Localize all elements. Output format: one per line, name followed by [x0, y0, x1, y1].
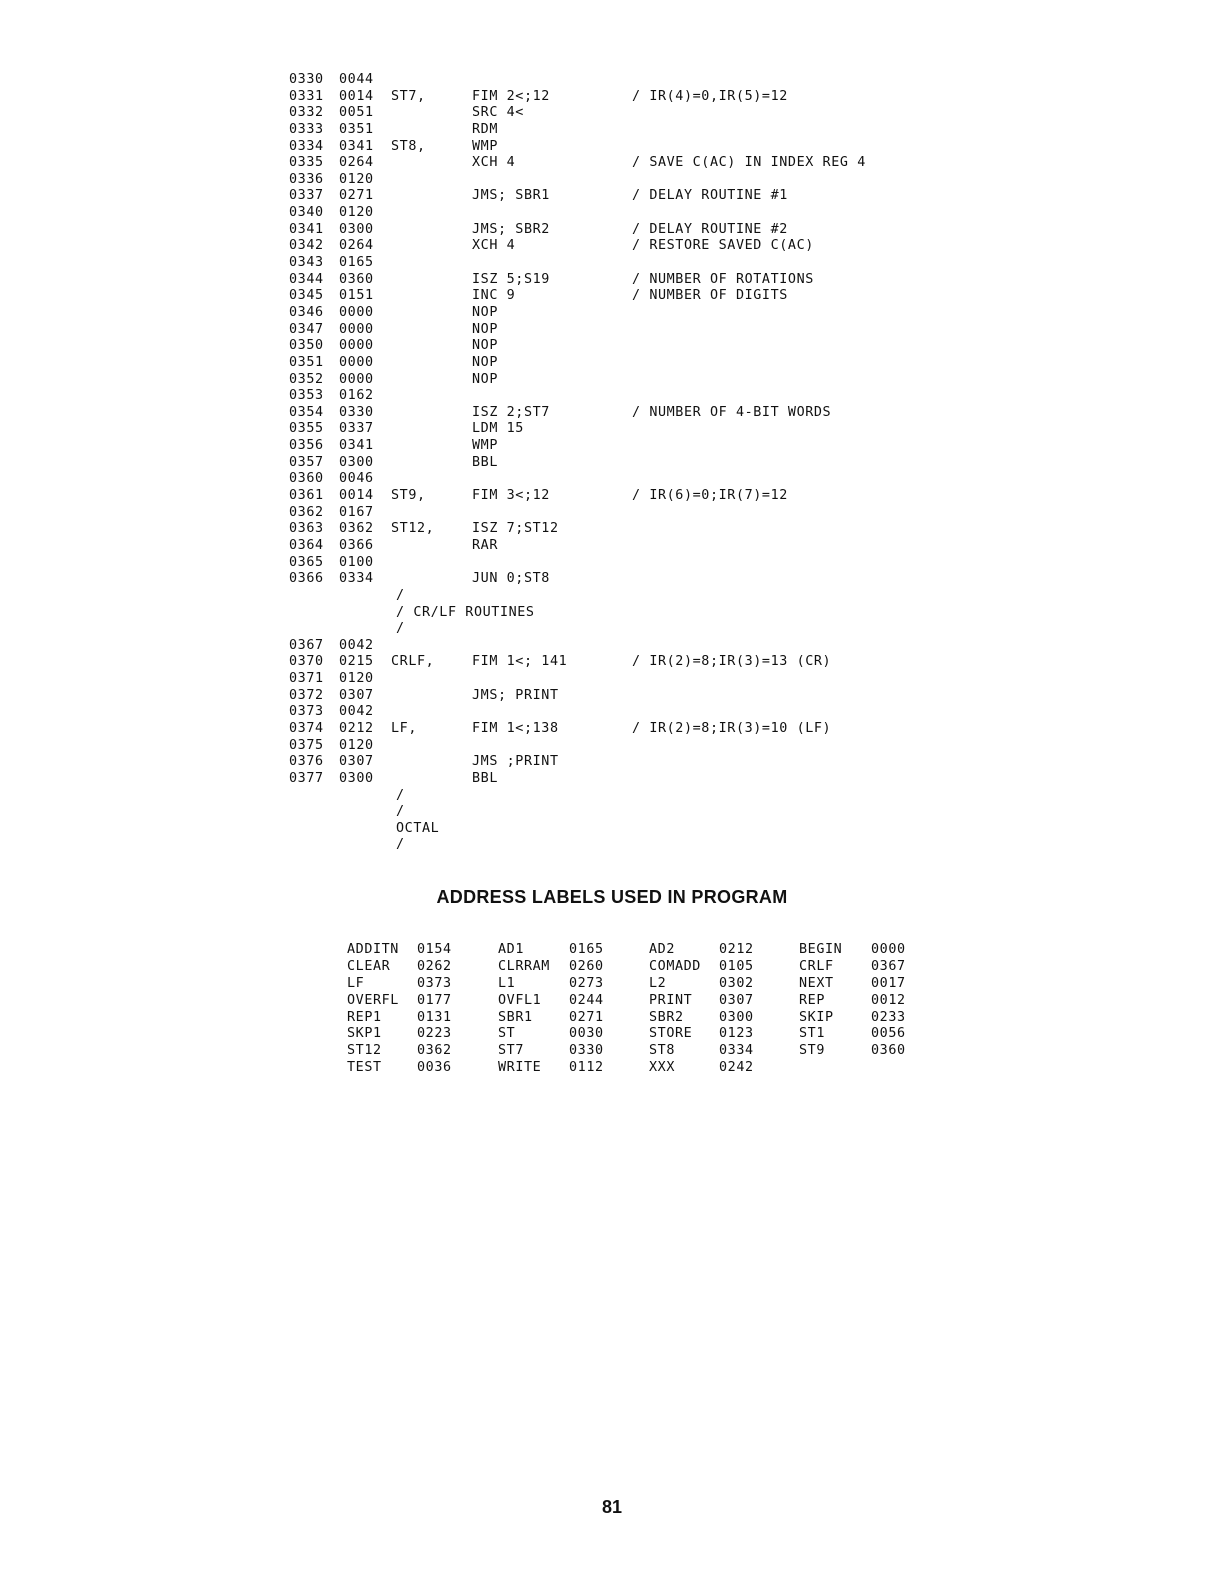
listing-line — [289, 372, 969, 389]
line-instruction: JMS ;PRINT — [472, 754, 559, 770]
line-code: 0042 — [339, 704, 374, 720]
line-code: 0300 — [339, 770, 374, 786]
line-code: 0341 — [339, 438, 374, 454]
label-address: 0373 — [417, 975, 452, 991]
label-address: 0165 — [569, 942, 604, 957]
address-labels-row — [347, 1043, 947, 1060]
line-code: 0362 — [339, 521, 374, 537]
line-instruction: INC 9 — [472, 288, 516, 304]
label-name: CRLF — [799, 958, 834, 974]
line-instruction: JUN 0;ST8 — [472, 571, 550, 587]
line-address: 0367 — [289, 637, 324, 653]
label-address: 0302 — [719, 975, 754, 991]
line-address: 0345 — [289, 288, 324, 304]
listing-line — [289, 438, 969, 455]
line-address: 0360 — [289, 471, 324, 487]
label-name: AD1 — [498, 942, 524, 957]
line-comment: / IR(4)=0,IR(5)=12 — [632, 88, 788, 104]
line-address: 0346 — [289, 304, 324, 320]
line-code: 0120 — [339, 737, 374, 753]
listing-line — [289, 255, 969, 272]
line-code: 0000 — [339, 354, 374, 370]
line-instruction: XCH 4 — [472, 238, 516, 254]
label-name: NEXT — [799, 975, 834, 991]
line-instruction: LDM 15 — [472, 421, 524, 437]
line-address: 0355 — [289, 421, 324, 437]
line-instruction: NOP — [472, 371, 498, 387]
line-comment: / NUMBER OF 4-BIT WORDS — [632, 404, 832, 420]
line-code: 0307 — [339, 754, 374, 770]
line-instruction: FIM 1<;138 — [472, 720, 559, 736]
label-address: 0260 — [569, 958, 604, 974]
line-instruction: JMS; PRINT — [472, 687, 559, 703]
line-code: 0000 — [339, 321, 374, 337]
listing-note: / — [396, 787, 405, 803]
listing-line — [289, 488, 969, 505]
line-address: 0353 — [289, 388, 324, 404]
line-instruction: NOP — [472, 338, 498, 354]
listing-line — [289, 105, 969, 122]
label-name: LF — [347, 975, 365, 991]
address-labels-heading: ADDRESS LABELS USED IN PROGRAM — [436, 887, 788, 907]
listing-line — [289, 638, 969, 655]
line-address: 0334 — [289, 138, 324, 154]
line-address: 0371 — [289, 671, 324, 687]
line-address: 0362 — [289, 504, 324, 520]
line-address: 0375 — [289, 737, 324, 753]
line-address: 0363 — [289, 521, 324, 537]
listing-line — [289, 288, 969, 305]
line-address: 0352 — [289, 371, 324, 387]
line-code: 0307 — [339, 687, 374, 703]
line-code: 0271 — [339, 188, 374, 204]
listing-line — [289, 521, 969, 538]
listing-line — [289, 388, 969, 405]
line-address: 0341 — [289, 221, 324, 237]
line-address: 0351 — [289, 354, 324, 370]
listing-note-line — [289, 605, 969, 622]
line-address: 0337 — [289, 188, 324, 204]
line-code: 0120 — [339, 671, 374, 687]
line-comment: / IR(6)=0;IR(7)=12 — [632, 488, 788, 504]
label-address: 0330 — [569, 1043, 604, 1059]
line-instruction: NOP — [472, 304, 498, 320]
label-name: TEST — [347, 1060, 382, 1076]
listing-line — [289, 721, 969, 738]
label-address: 0000 — [871, 942, 906, 957]
listing-line — [289, 704, 969, 721]
listing-line — [289, 471, 969, 488]
line-code: 0264 — [339, 155, 374, 171]
label-address: 0300 — [719, 1009, 754, 1025]
line-instruction: ISZ 5;S19 — [472, 271, 550, 287]
listing-line — [289, 754, 969, 771]
line-code: 0366 — [339, 537, 374, 553]
label-address: 0105 — [719, 958, 754, 974]
line-code: 0120 — [339, 205, 374, 221]
line-instruction: NOP — [472, 354, 498, 370]
line-instruction: FIM 2<;12 — [472, 88, 550, 104]
listing-note-line — [289, 588, 969, 605]
line-code: 0000 — [339, 304, 374, 320]
label-name: PRINT — [649, 992, 693, 1008]
program-listing — [289, 72, 969, 854]
listing-line — [289, 205, 969, 222]
page-number: 81 — [601, 1497, 623, 1517]
listing-note: / — [396, 804, 405, 820]
line-comment: / RESTORE SAVED C(AC) — [632, 238, 814, 254]
line-comment: / IR(2)=8;IR(3)=10 (LF) — [632, 720, 832, 736]
line-address: 0354 — [289, 404, 324, 420]
line-instruction: XCH 4 — [472, 155, 516, 171]
listing-line — [289, 355, 969, 372]
listing-line — [289, 72, 969, 89]
label-address: 0030 — [569, 1026, 604, 1042]
line-code: 0330 — [339, 404, 374, 420]
label-name: L1 — [498, 975, 516, 991]
line-code: 0046 — [339, 471, 374, 487]
label-name: REP1 — [347, 1009, 382, 1025]
line-address: 0361 — [289, 488, 324, 504]
listing-note: / — [396, 837, 405, 853]
label-name: SBR2 — [649, 1009, 684, 1025]
line-instruction: BBL — [472, 454, 498, 470]
label-address: 0154 — [417, 942, 452, 957]
line-code: 0014 — [339, 88, 374, 104]
label-name: ADDITN — [347, 942, 399, 957]
listing-line — [289, 405, 969, 422]
listing-line — [289, 89, 969, 106]
address-labels-row — [347, 1010, 947, 1027]
listing-line — [289, 654, 969, 671]
line-code: 0014 — [339, 488, 374, 504]
listing-line — [289, 272, 969, 289]
listing-line — [289, 322, 969, 339]
line-code: 0300 — [339, 454, 374, 470]
line-address: 0365 — [289, 554, 324, 570]
line-address: 0356 — [289, 438, 324, 454]
label-address: 0367 — [871, 958, 906, 974]
listing-line — [289, 305, 969, 322]
label-address: 0131 — [417, 1009, 452, 1025]
label-name: CLEAR — [347, 958, 391, 974]
listing-line — [289, 188, 969, 205]
label-name: OVFL1 — [498, 992, 542, 1008]
label-name: STORE — [649, 1026, 693, 1042]
line-comment: / IR(2)=8;IR(3)=13 (CR) — [632, 654, 832, 670]
line-label: ST12, — [391, 521, 435, 537]
line-address: 0366 — [289, 571, 324, 587]
line-code: 0044 — [339, 72, 374, 87]
line-code: 0120 — [339, 171, 374, 187]
line-address: 0344 — [289, 271, 324, 287]
line-comment: / NUMBER OF DIGITS — [632, 288, 788, 304]
line-address: 0376 — [289, 754, 324, 770]
address-labels-row — [347, 976, 947, 993]
line-comment: / DELAY ROUTINE #2 — [632, 221, 788, 237]
listing-line — [289, 571, 969, 588]
line-code: 0167 — [339, 504, 374, 520]
label-name: CLRRAM — [498, 958, 550, 974]
line-instruction: ISZ 7;ST12 — [472, 521, 559, 537]
listing-note: / — [396, 587, 405, 603]
line-instruction: JMS; SBR2 — [472, 221, 550, 237]
listing-note-line — [289, 788, 969, 805]
label-address: 0017 — [871, 975, 906, 991]
label-address: 0036 — [417, 1060, 452, 1076]
line-address: 0370 — [289, 654, 324, 670]
line-code: 0000 — [339, 371, 374, 387]
listing-note: OCTAL — [396, 820, 440, 836]
listing-line — [289, 222, 969, 239]
listing-line — [289, 238, 969, 255]
address-labels-row — [347, 1060, 947, 1077]
line-code: 0100 — [339, 554, 374, 570]
line-address: 0373 — [289, 704, 324, 720]
line-code: 0360 — [339, 271, 374, 287]
line-label: CRLF, — [391, 654, 435, 670]
address-labels-row — [347, 959, 947, 976]
label-address: 0177 — [417, 992, 452, 1008]
line-instruction: JMS; SBR1 — [472, 188, 550, 204]
line-code: 0264 — [339, 238, 374, 254]
listing-line — [289, 738, 969, 755]
label-name: WRITE — [498, 1060, 542, 1076]
line-address: 0340 — [289, 205, 324, 221]
label-address: 0233 — [871, 1009, 906, 1025]
listing-line — [289, 155, 969, 172]
label-name: ST8 — [649, 1043, 675, 1059]
label-name: ST — [498, 1026, 516, 1042]
listing-line — [289, 421, 969, 438]
line-address: 0331 — [289, 88, 324, 104]
label-name: ST1 — [799, 1026, 825, 1042]
listing-note-line — [289, 621, 969, 638]
line-code: 0212 — [339, 720, 374, 736]
line-instruction: BBL — [472, 770, 498, 786]
label-address: 0056 — [871, 1026, 906, 1042]
line-instruction: WMP — [472, 438, 498, 454]
line-instruction: WMP — [472, 138, 498, 154]
line-label: ST8, — [391, 138, 426, 154]
line-address: 0357 — [289, 454, 324, 470]
line-address: 0374 — [289, 720, 324, 736]
listing-line — [289, 505, 969, 522]
line-code: 0051 — [339, 105, 374, 121]
line-address: 0364 — [289, 537, 324, 553]
label-name: L2 — [649, 975, 667, 991]
label-address: 0123 — [719, 1026, 754, 1042]
label-address: 0307 — [719, 992, 754, 1008]
line-label: LF, — [391, 720, 417, 736]
address-labels-row — [347, 993, 947, 1010]
address-labels-row — [347, 942, 947, 959]
label-address: 0334 — [719, 1043, 754, 1059]
line-address: 0332 — [289, 105, 324, 121]
label-address: 0273 — [569, 975, 604, 991]
listing-line — [289, 338, 969, 355]
line-instruction: RDM — [472, 121, 498, 137]
line-address: 0347 — [289, 321, 324, 337]
line-code: 0000 — [339, 338, 374, 354]
listing-line — [289, 671, 969, 688]
line-instruction: FIM 1<; 141 — [472, 654, 568, 670]
listing-line — [289, 139, 969, 156]
line-instruction: SRC 4< — [472, 105, 524, 121]
line-code: 0341 — [339, 138, 374, 154]
listing-line — [289, 172, 969, 189]
listing-line — [289, 555, 969, 572]
line-address: 0377 — [289, 770, 324, 786]
label-address: 0242 — [719, 1060, 754, 1076]
label-name: BEGIN — [799, 942, 843, 957]
line-instruction: ISZ 2;ST7 — [472, 404, 550, 420]
address-labels-table — [347, 942, 947, 1077]
label-name: COMADD — [649, 958, 701, 974]
label-address: 0271 — [569, 1009, 604, 1025]
label-address: 0362 — [417, 1043, 452, 1059]
line-address: 0330 — [289, 72, 324, 87]
label-name: ST12 — [347, 1043, 382, 1059]
line-label: ST7, — [391, 88, 426, 104]
line-code: 0162 — [339, 388, 374, 404]
label-address: 0223 — [417, 1026, 452, 1042]
label-address: 0212 — [719, 942, 754, 957]
listing-note-line — [289, 821, 969, 838]
listing-line — [289, 688, 969, 705]
listing-line — [289, 538, 969, 555]
line-instruction: FIM 3<;12 — [472, 488, 550, 504]
line-code: 0042 — [339, 637, 374, 653]
line-address: 0335 — [289, 155, 324, 171]
label-name: ST9 — [799, 1043, 825, 1059]
label-address: 0360 — [871, 1043, 906, 1059]
listing-note-line — [289, 804, 969, 821]
line-address: 0350 — [289, 338, 324, 354]
line-code: 0300 — [339, 221, 374, 237]
line-code: 0215 — [339, 654, 374, 670]
line-comment: / DELAY ROUTINE #1 — [632, 188, 788, 204]
label-name: SKIP — [799, 1009, 834, 1025]
line-code: 0351 — [339, 121, 374, 137]
line-comment: / SAVE C(AC) IN INDEX REG 4 — [632, 155, 866, 171]
label-name: SBR1 — [498, 1009, 533, 1025]
listing-line — [289, 122, 969, 139]
line-code: 0337 — [339, 421, 374, 437]
label-name: REP — [799, 992, 825, 1008]
label-address: 0244 — [569, 992, 604, 1008]
label-name: SKP1 — [347, 1026, 382, 1042]
line-code: 0334 — [339, 571, 374, 587]
line-code: 0151 — [339, 288, 374, 304]
label-address: 0112 — [569, 1060, 604, 1076]
line-instruction: RAR — [472, 537, 498, 553]
label-address: 0262 — [417, 958, 452, 974]
line-address: 0333 — [289, 121, 324, 137]
line-address: 0342 — [289, 238, 324, 254]
listing-note-line — [289, 837, 969, 854]
label-address: 0012 — [871, 992, 906, 1008]
listing-note: / CR/LF ROUTINES — [396, 604, 535, 620]
line-instruction: NOP — [472, 321, 498, 337]
line-comment: / NUMBER OF ROTATIONS — [632, 271, 814, 287]
label-name: OVERFL — [347, 992, 399, 1008]
listing-line — [289, 455, 969, 472]
listing-line — [289, 771, 969, 788]
label-name: XXX — [649, 1060, 675, 1076]
label-name: ST7 — [498, 1043, 524, 1059]
listing-note: / — [396, 621, 405, 637]
line-address: 0343 — [289, 255, 324, 271]
address-labels-row — [347, 1026, 947, 1043]
line-address: 0372 — [289, 687, 324, 703]
line-label: ST9, — [391, 488, 426, 504]
line-address: 0336 — [289, 171, 324, 187]
line-code: 0165 — [339, 255, 374, 271]
label-name: AD2 — [649, 942, 675, 957]
